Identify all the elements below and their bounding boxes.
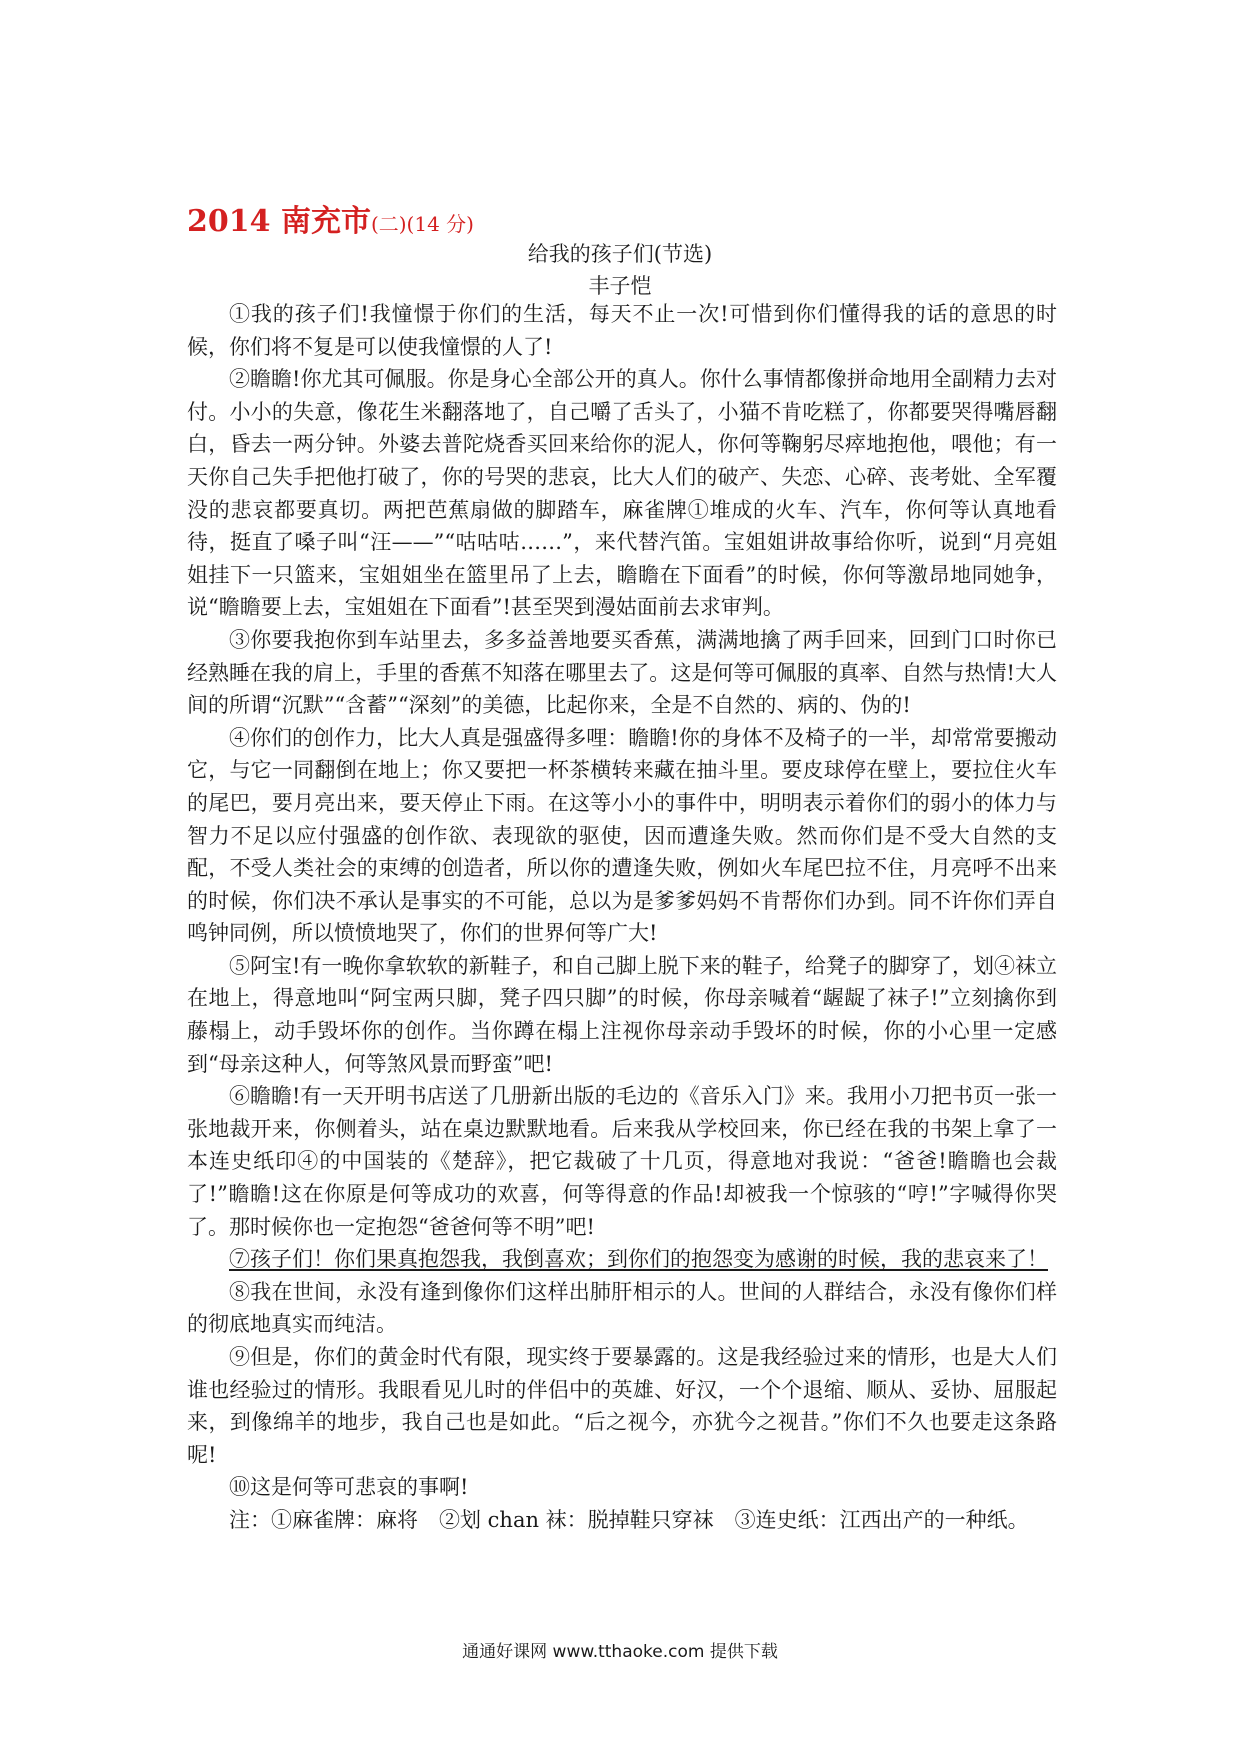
exam-section-score: (二)(14 分) [370, 212, 474, 236]
paragraph-7-text: ⑦孩子们！你们果真抱怨我，我倒喜欢；到你们的抱怨变为感谢的时候，我的悲哀来了！ [229, 1247, 1048, 1272]
page-footer: 通通好课网 www.tthaoke.com 提供下载 [462, 1642, 778, 1662]
paragraph-6: ⑥瞻瞻!有一天开明书店送了几册新出版的毛边的《音乐入门》来。我用小刀把书页一张一张地裁开来，你侧着头，站在桌边默默地看。后来我从学校回来，你已经在我的书架上拿了一本连史纸印④的中国装的《楚辞》，把它裁破了十几页，得意地对我说：“爸爸!瞻瞻也会裁了!”瞻瞻!这在你原是何等成功的欢喜，何等得意的作品!却被我一个惊骇的“哼!”字喊得你哭了。那时候你也一定抱怨“爸爸何等不明”吧! [187, 1084, 1057, 1239]
paragraph-9: ⑨但是，你们的黄金时代有限，现实终于要暴露的。这是我经验过来的情形，也是大人们谁也经验过的情形。我眼看见儿时的伴侣中的英雄、好汉，一个个退缩、顺从、妥协、屈服起来，到像绵羊的地步，我自己也是如此。“后之视今，亦犹今之视昔。”你们不久也要走这条路呢! [187, 1345, 1057, 1467]
paragraph-1: ①我的孩子们!我憧憬于你们的生活，每天不止一次!可惜到你们懂得我的话的意思的时候，你们将不复是可以使我憧憬的人了! [187, 302, 1057, 359]
article-body [187, 298, 1057, 1537]
article-title: 给我的孩子们(节选) [527, 242, 713, 266]
paragraph-4: ④你们的创作力，比大人真是强盛得多哩：瞻瞻!你的身体不及椅子的一半，却常常要搬动它，与它一同翻倒在地上；你又要把一杯茶横转来藏在抽斗里。要皮球停在壁上，要拉住火车的尾巴，要月亮出来，要天停止下雨。在这等小小的事件中，明明表示着你们的弱小的体力与智力不足以应付强盛的创作欲、表现欲的驱使，因而遭逢失败。然而你们是不受大自然的支配，不受人类社会的束缚的创造者，所以你的遭逢失败，例如火车尾巴拉不住，月亮呼不出来的时候，你们决不承认是事实的不可能，总以为是爹爹妈妈不肯帮你们办到。同不许你们弄自鸣钟同例，所以愤愤地哭了，你们的世界何等广大! [187, 725, 1057, 946]
article-author: 丰子恺 [588, 274, 652, 298]
exam-heading [187, 196, 474, 240]
paragraph-3: ③你要我抱你到车站里去，多多益善地要买香蕉，满满地擒了两手回来，回到门口时你已经熟睡在我的肩上，手里的香蕉不知落在哪里去了。这是何等可佩服的真率、自然与热情!大人间的所谓“沉默”“含蓄”“深刻”的美德，比起你来，全是不自然的、病的、伪的! [187, 627, 1057, 718]
exam-year-city: 2014 南充市 [187, 204, 371, 239]
paragraph-5: ⑤阿宝!有一晚你拿软软的新鞋子，和自己脚上脱下来的鞋子，给凳子的脚穿了，划④袜立在地上，得意地叫“阿宝两只脚，凳子四只脚”的时候，你母亲喊着“龌龊了袜子!”立刻擒你到藤榻上，动手毁坏你的创作。当你蹲在榻上注视你母亲动手毁坏的时候，你的小心里一定感到“母亲这种人，何等煞风景而野蛮”吧! [187, 953, 1057, 1076]
paragraph-2: ②瞻瞻!你尤其可佩服。你是身心全部公开的真人。你什么事情都像拼命地用全副精力去对付。小小的失意，像花生米翻落地了，自己嚼了舌头了，小猫不肯吃糕了，你都要哭得嘴唇翻白，昏去一两分钟。外婆去普陀烧香买回来给你的泥人，你何等鞠躬尽瘁地抱他，喂他；有一天你自己失手把他打破了，你的号哭的悲哀，比大人们的破产、失恋、心碎、丧考妣、全军覆没的悲哀都要真切。两把芭蕉扇做的脚踏车，麻雀牌①堆成的火车、汽车，你何等认真地看待，挺直了嗓子叫“汪——”“咕咕咕……”，来代替汽笛。宝姐姐讲故事给你听，说到“月亮姐姐挂下一只篮来，宝姐姐坐在篮里吊了上去，瞻瞻在下面看”的时候，你何等激昂地同她争，说“瞻瞻要上去，宝姐姐在下面看”!甚至哭到漫姑面前去求审判。 [187, 367, 1057, 620]
paragraph-8: ⑧我在世间，永没有逢到像你们这样出肺肝相示的人。世间的人群结合，永没有像你们样的彻底地真实而纯洁。 [187, 1279, 1057, 1337]
footnotes: 注：①麻雀牌：麻将 ②划 chan 袜：脱掉鞋只穿袜 ③连史纸：江西出产的一种纸。 [229, 1507, 1029, 1532]
paragraph-10: ⑩这是何等可悲哀的事啊! [229, 1475, 469, 1500]
paragraph-7-underlined [187, 1243, 1057, 1276]
